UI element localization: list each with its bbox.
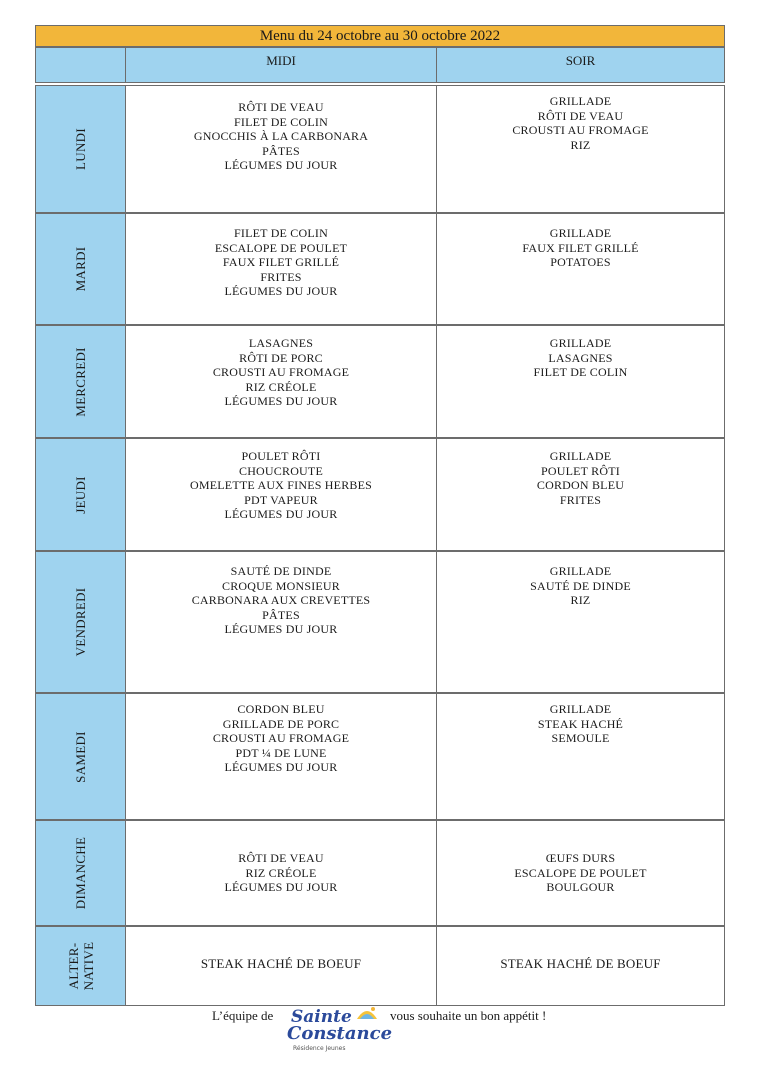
menu-item: CORDON BLEU [536, 478, 625, 493]
soir-cell [436, 693, 725, 820]
menu-item: POULET RÔTI [241, 449, 321, 463]
footer-text-before: L’équipe de [212, 1008, 274, 1023]
midi-cell [125, 213, 437, 325]
menu-item: LÉGUMES DU JOUR [224, 507, 338, 522]
menu-item: FAUX FILET GRILLÉ [222, 255, 340, 270]
alternative-midi-cell [125, 926, 437, 1006]
menu-item: PÂTES [262, 143, 300, 158]
menu-item: CROQUE MONSIEUR [221, 578, 340, 593]
menu-item: ŒUFS DURS [545, 851, 616, 865]
logo-subtitle: Résidence Jeunes [293, 1045, 346, 1052]
alternative-label-line2: NATIVE [80, 941, 96, 991]
soir-cell [436, 438, 725, 551]
sun-icon [355, 1005, 379, 1021]
menu-item: SEMOULE [551, 731, 610, 746]
menu-item: CROUSTI AU FROMAGE [212, 365, 350, 380]
menu-item: PDT VAPEUR [244, 492, 318, 507]
logo-word-1: Sainte [291, 1007, 352, 1027]
menu-item: LÉGUMES DU JOUR [224, 880, 338, 895]
soir-cell [436, 213, 725, 325]
menu-item: POTATOES [550, 255, 611, 270]
menu-item: LÉGUMES DU JOUR [224, 622, 338, 637]
day-cell [35, 85, 126, 213]
menu-item: RÔTI DE PORC [239, 350, 323, 365]
menu-item: GRILLADE [549, 702, 612, 716]
day-label: JEUDI [72, 475, 88, 514]
menu-item: LASAGNES [248, 336, 314, 350]
menu-item: RÔTI DE VEAU [537, 108, 624, 123]
day-label: SAMEDI [72, 730, 88, 783]
menu-item: LÉGUMES DU JOUR [224, 760, 338, 775]
soir-cell [436, 85, 725, 213]
day-label: MERCREDI [72, 346, 88, 417]
alternative-label-cell [35, 926, 126, 1006]
menu-item: PÂTES [262, 607, 300, 622]
menu-item: LÉGUMES DU JOUR [224, 394, 338, 409]
day-row [35, 438, 725, 551]
alternative-item: STEAK HACHÉ DE BOEUF [500, 956, 661, 971]
footer-text-after: vous souhaite un bon appétit ! [390, 1008, 547, 1023]
alternative-item: STEAK HACHÉ DE BOEUF [200, 956, 362, 971]
menu-item: GRILLADE DE PORC [222, 716, 340, 731]
day-label: DIMANCHE [72, 836, 88, 910]
menu-item: FILET DE COLIN [533, 365, 628, 380]
day-cell [35, 693, 126, 820]
header-corner-cell [35, 47, 126, 83]
menu-item: SAUTÉ DE DINDE [230, 564, 332, 578]
day-cell [35, 820, 126, 926]
day-cell [35, 438, 126, 551]
header-row [35, 47, 725, 83]
menu-item: FILET DE COLIN [234, 226, 328, 240]
midi-cell [125, 325, 437, 438]
soir-cell [436, 325, 725, 438]
menu-item: RÔTI DE VEAU [238, 851, 324, 865]
alternative-label-line1: ALTER- [65, 942, 81, 990]
day-row [35, 85, 725, 213]
menu-item: ESCALOPE DE POULET [514, 865, 647, 880]
menu-item: SAUTÉ DE DINDE [530, 578, 631, 593]
menu-item: LÉGUMES DU JOUR [224, 158, 338, 173]
logo-word-2: Constance [287, 1023, 393, 1044]
menu-item: GRILLADE [549, 94, 612, 108]
menu-item: CORDON BLEU [237, 702, 325, 716]
alternative-row [35, 926, 725, 1006]
menu-item: GNOCCHIS À LA CARBONARA [193, 129, 369, 144]
menu-item: CROUSTI AU FROMAGE [212, 731, 350, 746]
menu-item: LÉGUMES DU JOUR [224, 284, 338, 299]
menu-item: GRILLADE [549, 336, 612, 350]
day-cell [35, 325, 126, 438]
header-midi: MIDI [125, 47, 437, 83]
alternative-soir-cell [436, 926, 725, 1006]
day-row [35, 325, 725, 438]
day-label: VENDREDI [72, 587, 88, 657]
day-label: LUNDI [72, 128, 88, 170]
menu-item: FILET DE COLIN [234, 114, 328, 129]
midi-cell [125, 820, 437, 926]
day-row [35, 693, 725, 820]
menu-title: Menu du 24 octobre au 30 octobre 2022 [35, 25, 725, 47]
day-cell [35, 551, 126, 693]
menu-item: OMELETTE AUX FINES HERBES [190, 478, 372, 493]
day-row [35, 551, 725, 693]
menu-item: PDT ¼ DE LUNE [235, 745, 327, 760]
menu-item: POULET RÔTI [541, 463, 620, 478]
midi-cell [125, 85, 437, 213]
alternative-label [66, 942, 96, 991]
midi-cell [125, 551, 437, 693]
day-cell [35, 213, 126, 325]
menu-item: RIZ [570, 593, 591, 608]
menu-item: GRILLADE [549, 564, 612, 578]
day-row [35, 213, 725, 325]
sainte-constance-logo [287, 1003, 393, 1061]
menu-item: RÔTI DE VEAU [238, 100, 324, 114]
menu-item: RIZ CRÉOLE [245, 865, 317, 880]
menu-item: ESCALOPE DE POULET [214, 240, 348, 255]
menu-item: CROUSTI AU FROMAGE [512, 123, 649, 138]
midi-cell [125, 693, 437, 820]
menu-item: CHOUCROUTE [238, 463, 323, 478]
footer [0, 1000, 768, 1070]
day-row [35, 820, 725, 926]
soir-cell [436, 820, 725, 926]
menu-item: BOULGOUR [546, 880, 615, 895]
day-label: MARDI [72, 246, 88, 292]
header-soir: SOIR [436, 47, 725, 83]
midi-cell [125, 438, 437, 551]
menu-item: STEAK HACHÉ [537, 716, 624, 731]
menu-item: FRITES [260, 269, 302, 284]
menu-item: GRILLADE [549, 449, 612, 463]
soir-cell [436, 551, 725, 693]
menu-item: LASAGNES [548, 350, 613, 365]
menu-item: RIZ CRÉOLE [245, 379, 317, 394]
menu-item: FAUX FILET GRILLÉ [522, 240, 639, 255]
menu-item: CARBONARA AUX CREVETTES [191, 593, 371, 608]
menu-item: FRITES [559, 492, 602, 507]
menu-item: GRILLADE [549, 226, 612, 240]
menu-item: RIZ [570, 137, 591, 152]
